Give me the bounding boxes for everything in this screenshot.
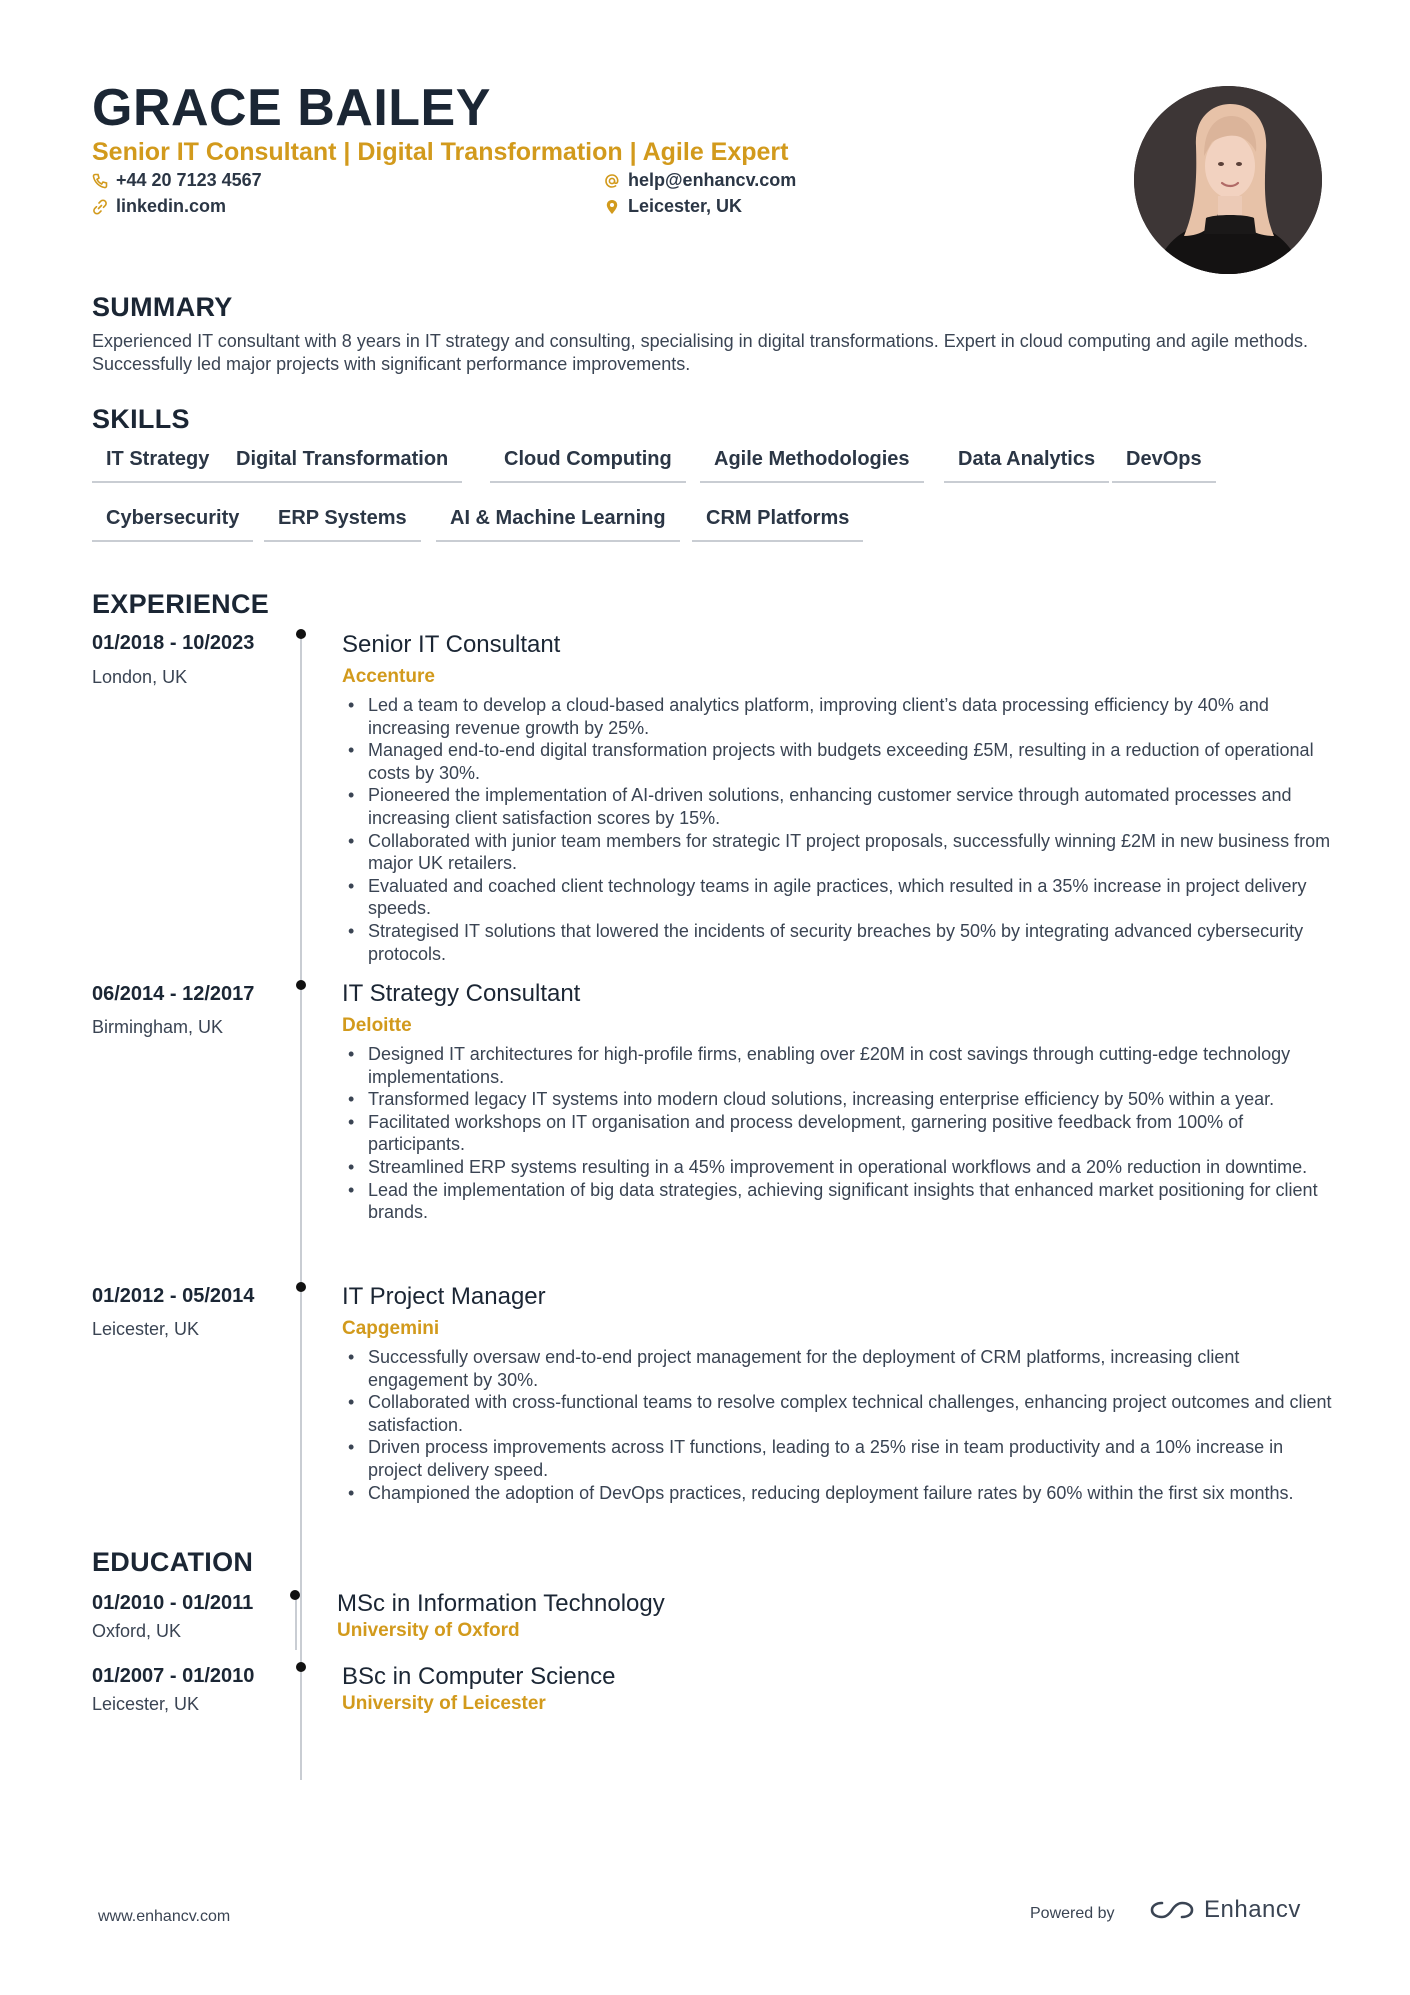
timeline-dot <box>296 1662 306 1672</box>
skill-tag: Cybersecurity <box>92 507 253 542</box>
job-bullet: • Managed end-to-end digital transformation projects with budgets exceeding £5M, resulting in a reduction of operational costs by 30%. <box>342 739 1332 784</box>
at-icon <box>604 173 620 189</box>
skill-tag: Cloud Computing <box>490 448 686 483</box>
enhancv-logo-icon <box>1148 1897 1196 1923</box>
job-bullet: • Strategised IT solutions that lowered the incidents of security breaches by 50% by integrating advanced cybersecurity protocols. <box>342 920 1332 965</box>
contact-email[interactable] <box>604 170 796 191</box>
job-location: London, UK <box>92 667 188 687</box>
footer-powered-by: Powered by <box>1030 1905 1115 1922</box>
linkedin-text: linkedin.com <box>116 196 227 216</box>
timeline-dot <box>290 1590 300 1600</box>
job-bullets <box>342 694 1332 965</box>
job-bullet: • Pioneered the implementation of AI-driven solutions, enhancing customer service through automated processes and increasing client satisfaction scores by 15%. <box>342 784 1332 829</box>
skill-tag: ERP Systems <box>264 507 421 542</box>
job-dates: 06/2014 - 12/2017 <box>92 983 255 1005</box>
education-degree: MSc in Information Technology <box>337 1590 665 1617</box>
skills-heading: SKILLS <box>92 404 190 434</box>
candidate-name: GRACE BAILEY <box>92 79 491 137</box>
job-bullet: • Driven process improvements across IT functions, leading to a 25% rise in team productivity and a 10% increase in project delivery speed. <box>342 1436 1332 1481</box>
education-dates: 01/2010 - 01/2011 <box>92 1592 254 1614</box>
enhancv-logo[interactable] <box>1148 1896 1301 1924</box>
candidate-headline: Senior IT Consultant | Digital Transformation | Agile Expert <box>92 138 789 166</box>
job-title: Senior IT Consultant <box>342 631 561 658</box>
skill-tag: Data Analytics <box>944 448 1109 483</box>
location-text: Leicester, UK <box>628 196 743 216</box>
skill-tag: AI & Machine Learning <box>436 507 680 542</box>
enhancv-logo-text: Enhancv <box>1204 1896 1301 1923</box>
contact-linkedin[interactable] <box>92 196 226 217</box>
education-location: Oxford, UK <box>92 1621 182 1641</box>
job-bullet: • Collaborated with junior team members for strategic IT project proposals, successfully winning £2M in new business from major UK retailers. <box>342 830 1332 875</box>
skill-tag: DevOps <box>1112 448 1216 483</box>
skill-tag: CRM Platforms <box>692 507 863 542</box>
job-bullets <box>342 1043 1332 1224</box>
skill-tag: Agile Methodologies <box>700 448 924 483</box>
contact-phone[interactable] <box>92 170 262 191</box>
education-school: University of Oxford <box>337 1620 520 1641</box>
job-bullet: • Streamlined ERP systems resulting in a 45% improvement in operational workflows and a 20% reduction in downtime. <box>342 1156 1332 1179</box>
experience-timeline-line <box>300 634 302 1780</box>
job-company: Deloitte <box>342 1015 412 1036</box>
avatar-photo <box>1134 86 1322 274</box>
footer-website-link[interactable]: www.enhancv.com <box>98 1908 231 1925</box>
phone-text: +44 20 7123 4567 <box>116 170 262 190</box>
timeline-dot <box>296 1282 306 1292</box>
job-title: IT Project Manager <box>342 1283 546 1310</box>
job-bullet: • Lead the implementation of big data strategies, achieving significant insights that enhanced market positioning for client brands. <box>342 1179 1332 1224</box>
job-bullet: • Transformed legacy IT systems into modern cloud solutions, increasing enterprise efficiency by 50% within a year. <box>342 1088 1332 1111</box>
education-heading: EDUCATION <box>92 1547 254 1577</box>
job-bullet: • Facilitated workshops on IT organisation and process development, garnering positive feedback from 100% of participants. <box>342 1111 1332 1156</box>
skill-tag: IT Strategy <box>92 448 223 483</box>
location-pin-icon <box>604 199 620 215</box>
experience-heading: EXPERIENCE <box>92 589 270 619</box>
job-location: Birmingham, UK <box>92 1017 224 1037</box>
contact-location <box>604 196 742 217</box>
job-company: Capgemini <box>342 1318 440 1339</box>
timeline-dot <box>296 980 306 990</box>
job-bullets <box>342 1346 1332 1504</box>
job-bullet: • Collaborated with cross-functional teams to resolve complex technical challenges, enhancing project outcomes and client satisfaction. <box>342 1391 1332 1436</box>
education-dates: 01/2007 - 01/2010 <box>92 1665 255 1687</box>
education-school: University of Leicester <box>342 1693 546 1714</box>
job-title: IT Strategy Consultant <box>342 980 581 1007</box>
job-bullet: • Successfully oversaw end-to-end project management for the deployment of CRM platforms, increasing client engagement by 30%. <box>342 1346 1332 1391</box>
education-location: Leicester, UK <box>92 1694 200 1714</box>
email-text: help@enhancv.com <box>628 170 797 190</box>
skill-tag: Digital Transformation <box>222 448 462 483</box>
phone-icon <box>92 173 108 189</box>
summary-text: Experienced IT consultant with 8 years in IT strategy and consulting, specialising in digital transformations. Expert in cloud computing and agile methods. Successfully led major projects with significant performance improvements. <box>92 331 1308 374</box>
job-dates: 01/2012 - 05/2014 <box>92 1285 255 1307</box>
job-location: Leicester, UK <box>92 1319 200 1339</box>
job-bullet: • Evaluated and coached client technology teams in agile practices, which resulted in a 35% increase in project delivery speeds. <box>342 875 1332 920</box>
education-degree: BSc in Computer Science <box>342 1663 616 1690</box>
job-bullet: • Championed the adoption of DevOps practices, reducing deployment failure rates by 60% within the first six months. <box>342 1482 1332 1505</box>
job-bullet: • Led a team to develop a cloud-based analytics platform, improving client’s data processing efficiency by 40% and increasing revenue growth by 25%. <box>342 694 1332 739</box>
avatar <box>1134 86 1322 274</box>
summary-heading: SUMMARY <box>92 292 233 322</box>
link-icon <box>92 199 108 215</box>
education-timeline-line <box>295 1594 297 1650</box>
job-company: Accenture <box>342 666 435 687</box>
timeline-dot <box>296 629 306 639</box>
job-bullet: • Designed IT architectures for high-profile firms, enabling over £20M in cost savings through cutting-edge technology implementations. <box>342 1043 1332 1088</box>
job-dates: 01/2018 - 10/2023 <box>92 632 255 654</box>
